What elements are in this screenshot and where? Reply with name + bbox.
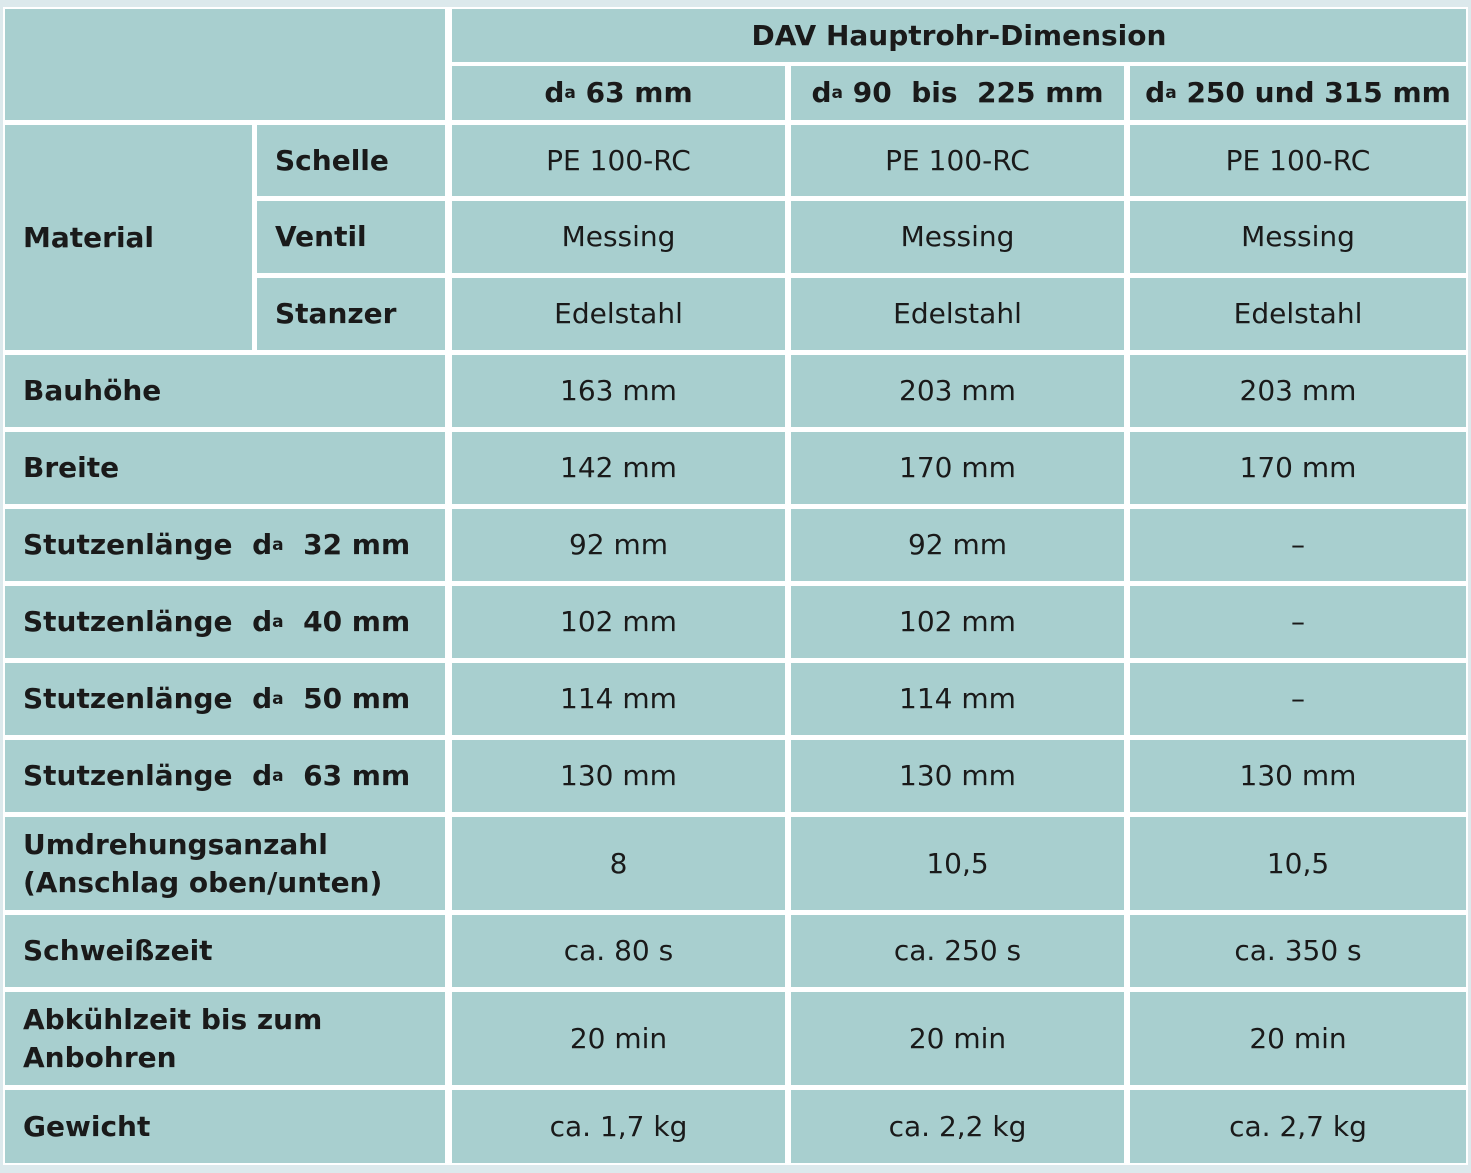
stutzenlaenge-32-value-2: 92 mm — [791, 509, 1124, 581]
material-schelle-value-1: PE 100-RC — [452, 125, 785, 196]
d-subscript: a — [272, 534, 284, 555]
column-header-2-label: 90 bis 225 mm — [852, 76, 1104, 110]
schweisszeit-value-1: ca. 80 s — [452, 915, 785, 987]
d-subscript: a — [272, 765, 284, 786]
stutzenlaenge-50-value-1: 114 mm — [452, 663, 785, 735]
schweisszeit-value-2: ca. 250 s — [791, 915, 1124, 987]
stutzenlaenge-40-value-3: – — [1130, 586, 1466, 658]
material-ventil-value-1: Messing — [452, 201, 785, 273]
abkuehlzeit-value-1: 20 min — [452, 992, 785, 1085]
column-header-1 — [452, 66, 785, 120]
header-group-title: DAV Hauptrohr-Dimension — [452, 9, 1466, 62]
row-label-line-1: Abkühlzeit bis zum — [23, 1002, 323, 1036]
row-label-line-2: (Anschlag oben/unten) — [23, 865, 383, 899]
column-header-2 — [791, 66, 1124, 120]
row-label-stutzenlaenge-40 — [5, 586, 445, 658]
material-stanzer-value-2: Edelstahl — [791, 278, 1124, 350]
material-stanzer-value-3: Edelstahl — [1130, 278, 1466, 350]
umdrehungsanzahl-value-2: 10,5 — [791, 817, 1124, 910]
row-label-line-2: Anbohren — [23, 1040, 177, 1074]
stutzenlaenge-63-value-3: 130 mm — [1130, 740, 1466, 812]
gewicht-value-2: ca. 2,2 kg — [791, 1090, 1124, 1163]
stutzenlaenge-prefix: Stutzenlänge — [23, 528, 233, 562]
row-label-umdrehungsanzahl — [5, 817, 445, 910]
bauhoehe-value-2: 203 mm — [791, 355, 1124, 427]
gewicht-value-3: ca. 2,7 kg — [1130, 1090, 1466, 1163]
stutzenlaenge-63-value-1: 130 mm — [452, 740, 785, 812]
material-schelle-value-3: PE 100-RC — [1130, 125, 1466, 196]
d-subscript: a — [272, 688, 284, 709]
row-label-schweisszeit: Schweißzeit — [5, 915, 445, 987]
bauhoehe-value-3: 203 mm — [1130, 355, 1466, 427]
d-subscript: a — [1165, 82, 1177, 103]
row-label-stutzenlaenge-63 — [5, 740, 445, 812]
breite-value-2: 170 mm — [791, 432, 1124, 504]
breite-value-3: 170 mm — [1130, 432, 1466, 504]
stutzenlaenge-prefix: Stutzenlänge — [23, 605, 233, 639]
abkuehlzeit-value-3: 20 min — [1130, 992, 1466, 1085]
gewicht-value-1: ca. 1,7 kg — [452, 1090, 785, 1163]
d-symbol: d — [1145, 76, 1166, 110]
material-row-label-schelle: Schelle — [257, 125, 445, 196]
row-label-breite: Breite — [5, 432, 445, 504]
d-symbol: d — [252, 682, 273, 716]
stutzenlaenge-50-value-3: – — [1130, 663, 1466, 735]
d-symbol: d — [811, 76, 832, 110]
stutzenlaenge-40-value-2: 102 mm — [791, 586, 1124, 658]
stutzenlaenge-63-value-2: 130 mm — [791, 740, 1124, 812]
material-row-label-stanzer: Stanzer — [257, 278, 445, 350]
d-symbol: d — [252, 605, 273, 639]
header-corner — [5, 9, 445, 120]
material-ventil-value-3: Messing — [1130, 201, 1466, 273]
stutzenlaenge-size: 63 mm — [303, 759, 411, 793]
stutzenlaenge-32-value-1: 92 mm — [452, 509, 785, 581]
umdrehungsanzahl-value-1: 8 — [452, 817, 785, 910]
d-symbol: d — [252, 759, 273, 793]
stutzenlaenge-size: 50 mm — [303, 682, 411, 716]
stutzenlaenge-size: 40 mm — [303, 605, 411, 639]
column-header-1-label: 63 mm — [585, 76, 693, 110]
d-subscript: a — [272, 611, 284, 632]
d-subscript: a — [564, 82, 576, 103]
bauhoehe-value-1: 163 mm — [452, 355, 785, 427]
material-ventil-value-2: Messing — [791, 201, 1124, 273]
material-row-label-ventil: Ventil — [257, 201, 445, 273]
row-label-stutzenlaenge-32 — [5, 509, 445, 581]
material-schelle-value-2: PE 100-RC — [791, 125, 1124, 196]
column-header-3 — [1130, 66, 1466, 120]
column-header-3-label: 250 und 315 mm — [1186, 76, 1451, 110]
schweisszeit-value-3: ca. 350 s — [1130, 915, 1466, 987]
row-label-stutzenlaenge-50 — [5, 663, 445, 735]
breite-value-1: 142 mm — [452, 432, 785, 504]
row-label-gewicht: Gewicht — [5, 1090, 445, 1163]
material-group-label: Material — [5, 125, 252, 350]
stutzenlaenge-50-value-2: 114 mm — [791, 663, 1124, 735]
stutzenlaenge-prefix: Stutzenlänge — [23, 682, 233, 716]
abkuehlzeit-value-2: 20 min — [791, 992, 1124, 1085]
stutzenlaenge-40-value-1: 102 mm — [452, 586, 785, 658]
d-symbol: d — [252, 528, 273, 562]
row-label-abkuehlzeit — [5, 992, 445, 1085]
umdrehungsanzahl-value-3: 10,5 — [1130, 817, 1466, 910]
row-label-line-1: Umdrehungsanzahl — [23, 827, 328, 861]
material-stanzer-value-1: Edelstahl — [452, 278, 785, 350]
stutzenlaenge-32-value-3: – — [1130, 509, 1466, 581]
d-symbol: d — [544, 76, 565, 110]
row-label-bauhoehe: Bauhöhe — [5, 355, 445, 427]
stutzenlaenge-size: 32 mm — [303, 528, 411, 562]
stutzenlaenge-prefix: Stutzenlänge — [23, 759, 233, 793]
d-subscript: a — [831, 82, 843, 103]
